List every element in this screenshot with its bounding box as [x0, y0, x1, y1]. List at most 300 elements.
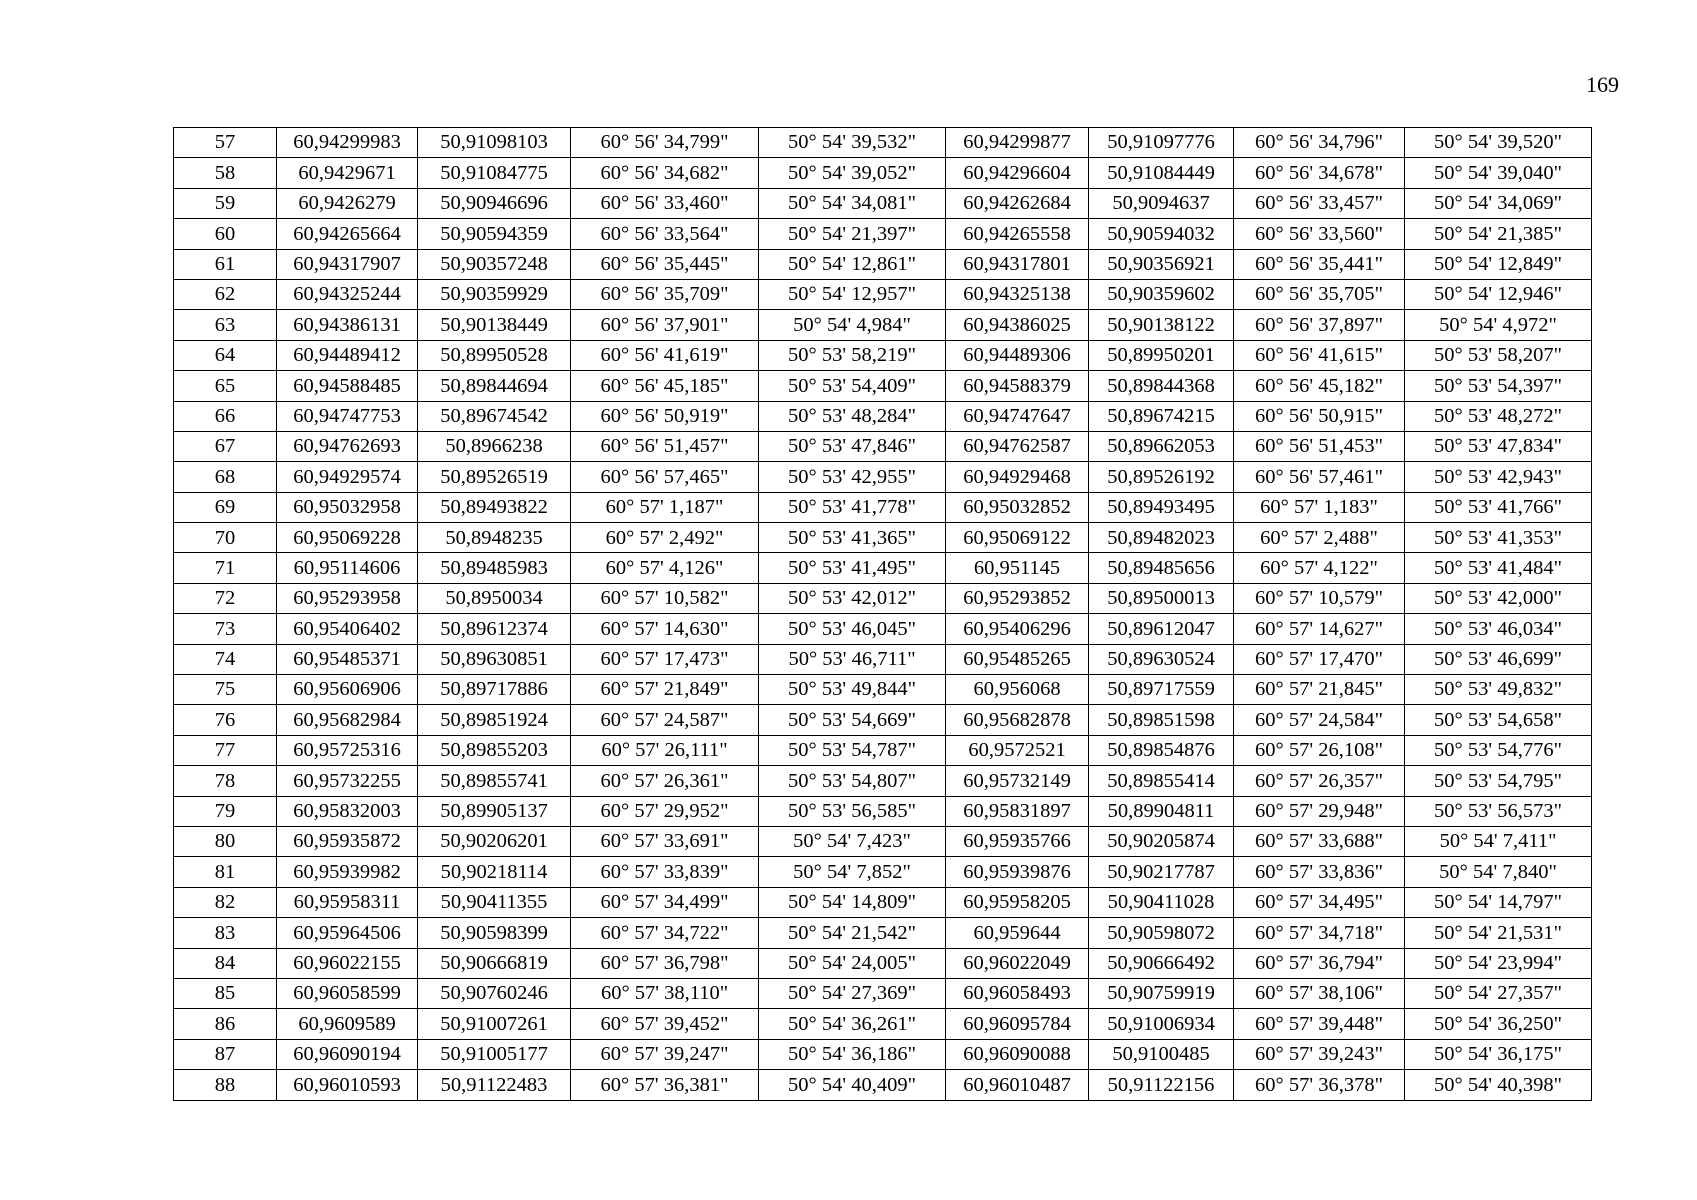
longitude-dms-alt-cell: 50° 53' 41,353" — [1405, 523, 1592, 553]
latitude-decimal-alt-cell: 60,96095784 — [946, 1009, 1089, 1039]
longitude-decimal-alt-cell: 50,89482023 — [1089, 523, 1234, 553]
longitude-decimal-cell: 50,89493822 — [418, 492, 571, 522]
table-row — [174, 401, 1592, 431]
latitude-dms-cell: 60° 57' 33,691" — [571, 826, 759, 856]
longitude-decimal-cell: 50,91098103 — [418, 128, 571, 158]
table-row — [174, 857, 1592, 887]
longitude-dms-cell: 50° 54' 39,532" — [759, 128, 946, 158]
longitude-dms-cell: 50° 53' 41,778" — [759, 492, 946, 522]
latitude-decimal-cell: 60,95964506 — [277, 918, 418, 948]
latitude-dms-cell: 60° 57' 14,630" — [571, 614, 759, 644]
longitude-dms-cell: 50° 53' 56,585" — [759, 796, 946, 826]
longitude-decimal-alt-cell: 50,90205874 — [1089, 826, 1234, 856]
latitude-dms-cell: 60° 57' 34,499" — [571, 887, 759, 917]
latitude-decimal-cell: 60,94299983 — [277, 128, 418, 158]
longitude-decimal-alt-cell: 50,89854876 — [1089, 735, 1234, 765]
longitude-dms-alt-cell: 50° 53' 42,000" — [1405, 583, 1592, 613]
latitude-dms-alt-cell: 60° 57' 39,448" — [1234, 1009, 1405, 1039]
latitude-dms-alt-cell: 60° 57' 1,183" — [1234, 492, 1405, 522]
longitude-decimal-alt-cell: 50,89851598 — [1089, 705, 1234, 735]
latitude-dms-alt-cell: 60° 57' 39,243" — [1234, 1039, 1405, 1069]
longitude-dms-cell: 50° 53' 54,409" — [759, 371, 946, 401]
latitude-dms-cell: 60° 57' 33,839" — [571, 857, 759, 887]
point-number-cell: 74 — [174, 644, 277, 674]
longitude-decimal-alt-cell: 50,90594032 — [1089, 219, 1234, 249]
table-row — [174, 675, 1592, 705]
latitude-dms-alt-cell: 60° 57' 10,579" — [1234, 583, 1405, 613]
longitude-dms-cell: 50° 54' 34,081" — [759, 188, 946, 218]
latitude-decimal-cell: 60,94929574 — [277, 462, 418, 492]
latitude-decimal-cell: 60,95958311 — [277, 887, 418, 917]
point-number-cell: 70 — [174, 523, 277, 553]
longitude-dms-alt-cell: 50° 54' 23,994" — [1405, 948, 1592, 978]
longitude-dms-alt-cell: 50° 53' 48,272" — [1405, 401, 1592, 431]
latitude-dms-cell: 60° 57' 24,587" — [571, 705, 759, 735]
table-row — [174, 1039, 1592, 1069]
longitude-dms-cell: 50° 54' 14,809" — [759, 887, 946, 917]
point-number-cell: 77 — [174, 735, 277, 765]
longitude-dms-cell: 50° 54' 40,409" — [759, 1070, 946, 1100]
longitude-decimal-cell: 50,89855203 — [418, 735, 571, 765]
longitude-dms-cell: 50° 53' 48,284" — [759, 401, 946, 431]
longitude-dms-cell: 50° 54' 21,397" — [759, 219, 946, 249]
point-number-cell: 87 — [174, 1039, 277, 1069]
longitude-dms-alt-cell: 50° 54' 14,797" — [1405, 887, 1592, 917]
latitude-decimal-cell: 60,95732255 — [277, 766, 418, 796]
latitude-dms-cell: 60° 57' 4,126" — [571, 553, 759, 583]
latitude-decimal-cell: 60,96090194 — [277, 1039, 418, 1069]
table-row — [174, 583, 1592, 613]
latitude-decimal-cell: 60,95832003 — [277, 796, 418, 826]
longitude-dms-cell: 50° 54' 39,052" — [759, 158, 946, 188]
point-number-cell: 61 — [174, 249, 277, 279]
longitude-dms-cell: 50° 53' 41,365" — [759, 523, 946, 553]
longitude-dms-alt-cell: 50° 54' 36,250" — [1405, 1009, 1592, 1039]
latitude-dms-alt-cell: 60° 56' 34,796" — [1234, 128, 1405, 158]
latitude-decimal-alt-cell: 60,9572521 — [946, 735, 1089, 765]
longitude-decimal-alt-cell: 50,89485656 — [1089, 553, 1234, 583]
longitude-decimal-cell: 50,91007261 — [418, 1009, 571, 1039]
longitude-dms-cell: 50° 53' 46,045" — [759, 614, 946, 644]
latitude-decimal-cell: 60,94325244 — [277, 279, 418, 309]
table-row — [174, 219, 1592, 249]
longitude-decimal-cell: 50,90206201 — [418, 826, 571, 856]
point-number-cell: 72 — [174, 583, 277, 613]
latitude-decimal-cell: 60,94265664 — [277, 219, 418, 249]
latitude-decimal-cell: 60,95069228 — [277, 523, 418, 553]
latitude-dms-alt-cell: 60° 57' 14,627" — [1234, 614, 1405, 644]
latitude-decimal-alt-cell: 60,95939876 — [946, 857, 1089, 887]
table-row — [174, 735, 1592, 765]
latitude-dms-cell: 60° 56' 33,564" — [571, 219, 759, 249]
table-row — [174, 371, 1592, 401]
longitude-decimal-alt-cell: 50,89855414 — [1089, 766, 1234, 796]
latitude-dms-alt-cell: 60° 57' 4,122" — [1234, 553, 1405, 583]
longitude-dms-cell: 50° 54' 7,423" — [759, 826, 946, 856]
longitude-decimal-alt-cell: 50,89662053 — [1089, 431, 1234, 461]
latitude-dms-alt-cell: 60° 56' 34,678" — [1234, 158, 1405, 188]
longitude-dms-alt-cell: 50° 54' 36,175" — [1405, 1039, 1592, 1069]
longitude-dms-alt-cell: 50° 53' 41,484" — [1405, 553, 1592, 583]
latitude-decimal-cell: 60,95485371 — [277, 644, 418, 674]
table-row — [174, 279, 1592, 309]
longitude-dms-alt-cell: 50° 54' 21,531" — [1405, 918, 1592, 948]
table-row — [174, 826, 1592, 856]
latitude-decimal-alt-cell: 60,96010487 — [946, 1070, 1089, 1100]
latitude-dms-alt-cell: 60° 57' 17,470" — [1234, 644, 1405, 674]
longitude-dms-cell: 50° 53' 41,495" — [759, 553, 946, 583]
point-number-cell: 62 — [174, 279, 277, 309]
latitude-dms-alt-cell: 60° 57' 33,688" — [1234, 826, 1405, 856]
latitude-dms-cell: 60° 57' 39,247" — [571, 1039, 759, 1069]
latitude-decimal-cell: 60,95939982 — [277, 857, 418, 887]
point-number-cell: 71 — [174, 553, 277, 583]
longitude-dms-cell: 50° 54' 36,261" — [759, 1009, 946, 1039]
longitude-dms-alt-cell: 50° 53' 54,795" — [1405, 766, 1592, 796]
longitude-dms-cell: 50° 53' 54,807" — [759, 766, 946, 796]
longitude-decimal-alt-cell: 50,91122156 — [1089, 1070, 1234, 1100]
table-row — [174, 705, 1592, 735]
longitude-decimal-alt-cell: 50,89500013 — [1089, 583, 1234, 613]
longitude-dms-cell: 50° 54' 7,852" — [759, 857, 946, 887]
longitude-decimal-cell: 50,90359929 — [418, 279, 571, 309]
longitude-decimal-alt-cell: 50,89674215 — [1089, 401, 1234, 431]
latitude-decimal-alt-cell: 60,956068 — [946, 675, 1089, 705]
longitude-decimal-alt-cell: 50,91084449 — [1089, 158, 1234, 188]
latitude-decimal-alt-cell: 60,94299877 — [946, 128, 1089, 158]
table-row — [174, 796, 1592, 826]
table-row — [174, 492, 1592, 522]
point-number-cell: 65 — [174, 371, 277, 401]
latitude-decimal-cell: 60,94386131 — [277, 310, 418, 340]
latitude-dms-alt-cell: 60° 57' 26,108" — [1234, 735, 1405, 765]
table-row — [174, 948, 1592, 978]
latitude-decimal-cell: 60,95725316 — [277, 735, 418, 765]
longitude-decimal-cell: 50,90598399 — [418, 918, 571, 948]
longitude-decimal-cell: 50,89950528 — [418, 340, 571, 370]
table-row — [174, 523, 1592, 553]
longitude-decimal-alt-cell: 50,89612047 — [1089, 614, 1234, 644]
longitude-decimal-cell: 50,89674542 — [418, 401, 571, 431]
latitude-decimal-alt-cell: 60,95293852 — [946, 583, 1089, 613]
latitude-decimal-alt-cell: 60,95958205 — [946, 887, 1089, 917]
point-number-cell: 68 — [174, 462, 277, 492]
longitude-dms-cell: 50° 53' 49,844" — [759, 675, 946, 705]
longitude-decimal-alt-cell: 50,90138122 — [1089, 310, 1234, 340]
table-row — [174, 340, 1592, 370]
longitude-decimal-alt-cell: 50,89904811 — [1089, 796, 1234, 826]
longitude-decimal-cell: 50,89844694 — [418, 371, 571, 401]
longitude-dms-alt-cell: 50° 54' 40,398" — [1405, 1070, 1592, 1100]
latitude-dms-alt-cell: 60° 56' 57,461" — [1234, 462, 1405, 492]
latitude-decimal-alt-cell: 60,94325138 — [946, 279, 1089, 309]
longitude-decimal-alt-cell: 50,89493495 — [1089, 492, 1234, 522]
coordinates-table — [173, 127, 1592, 1101]
latitude-decimal-cell: 60,96058599 — [277, 978, 418, 1008]
latitude-dms-alt-cell: 60° 57' 21,845" — [1234, 675, 1405, 705]
latitude-decimal-alt-cell: 60,94747647 — [946, 401, 1089, 431]
longitude-decimal-alt-cell: 50,90666492 — [1089, 948, 1234, 978]
longitude-dms-cell: 50° 53' 54,669" — [759, 705, 946, 735]
longitude-decimal-alt-cell: 50,89526192 — [1089, 462, 1234, 492]
table-row — [174, 431, 1592, 461]
latitude-decimal-cell: 60,94317907 — [277, 249, 418, 279]
longitude-dms-alt-cell: 50° 53' 56,573" — [1405, 796, 1592, 826]
longitude-decimal-alt-cell: 50,90598072 — [1089, 918, 1234, 948]
latitude-dms-alt-cell: 60° 57' 29,948" — [1234, 796, 1405, 826]
latitude-decimal-alt-cell: 60,94265558 — [946, 219, 1089, 249]
longitude-dms-alt-cell: 50° 54' 7,411" — [1405, 826, 1592, 856]
latitude-decimal-alt-cell: 60,95682878 — [946, 705, 1089, 735]
latitude-dms-alt-cell: 60° 57' 2,488" — [1234, 523, 1405, 553]
latitude-dms-alt-cell: 60° 57' 33,836" — [1234, 857, 1405, 887]
longitude-dms-alt-cell: 50° 53' 46,034" — [1405, 614, 1592, 644]
longitude-decimal-cell: 50,89855741 — [418, 766, 571, 796]
longitude-dms-cell: 50° 53' 42,012" — [759, 583, 946, 613]
longitude-dms-alt-cell: 50° 53' 54,776" — [1405, 735, 1592, 765]
table-row — [174, 887, 1592, 917]
table-row — [174, 1009, 1592, 1039]
latitude-decimal-cell: 60,94762693 — [277, 431, 418, 461]
latitude-decimal-cell: 60,9426279 — [277, 188, 418, 218]
longitude-decimal-cell: 50,91005177 — [418, 1039, 571, 1069]
latitude-dms-alt-cell: 60° 56' 33,457" — [1234, 188, 1405, 218]
latitude-decimal-cell: 60,95935872 — [277, 826, 418, 856]
point-number-cell: 83 — [174, 918, 277, 948]
point-number-cell: 82 — [174, 887, 277, 917]
latitude-dms-cell: 60° 56' 34,799" — [571, 128, 759, 158]
latitude-dms-cell: 60° 56' 57,465" — [571, 462, 759, 492]
latitude-dms-cell: 60° 57' 36,798" — [571, 948, 759, 978]
latitude-dms-alt-cell: 60° 56' 35,705" — [1234, 279, 1405, 309]
longitude-decimal-cell: 50,89851924 — [418, 705, 571, 735]
latitude-dms-alt-cell: 60° 56' 51,453" — [1234, 431, 1405, 461]
longitude-decimal-alt-cell: 50,90356921 — [1089, 249, 1234, 279]
longitude-decimal-alt-cell: 50,91097776 — [1089, 128, 1234, 158]
latitude-decimal-cell: 60,95606906 — [277, 675, 418, 705]
latitude-decimal-cell: 60,96010593 — [277, 1070, 418, 1100]
latitude-dms-alt-cell: 60° 57' 36,378" — [1234, 1070, 1405, 1100]
latitude-dms-cell: 60° 56' 35,445" — [571, 249, 759, 279]
latitude-dms-cell: 60° 56' 45,185" — [571, 371, 759, 401]
table-row — [174, 188, 1592, 218]
latitude-decimal-cell: 60,9609589 — [277, 1009, 418, 1039]
longitude-dms-alt-cell: 50° 53' 49,832" — [1405, 675, 1592, 705]
table-row — [174, 249, 1592, 279]
latitude-decimal-alt-cell: 60,95406296 — [946, 614, 1089, 644]
point-number-cell: 57 — [174, 128, 277, 158]
longitude-dms-cell: 50° 53' 46,711" — [759, 644, 946, 674]
longitude-decimal-alt-cell: 50,9094637 — [1089, 188, 1234, 218]
latitude-dms-cell: 60° 57' 39,452" — [571, 1009, 759, 1039]
longitude-dms-alt-cell: 50° 54' 12,849" — [1405, 249, 1592, 279]
longitude-decimal-cell: 50,90218114 — [418, 857, 571, 887]
longitude-decimal-alt-cell: 50,89717559 — [1089, 675, 1234, 705]
latitude-dms-alt-cell: 60° 56' 41,615" — [1234, 340, 1405, 370]
table-row — [174, 462, 1592, 492]
latitude-dms-cell: 60° 57' 10,582" — [571, 583, 759, 613]
longitude-decimal-cell: 50,90594359 — [418, 219, 571, 249]
longitude-dms-alt-cell: 50° 53' 46,699" — [1405, 644, 1592, 674]
point-number-cell: 63 — [174, 310, 277, 340]
longitude-dms-alt-cell: 50° 53' 41,766" — [1405, 492, 1592, 522]
latitude-dms-alt-cell: 60° 57' 34,718" — [1234, 918, 1405, 948]
latitude-decimal-alt-cell: 60,95732149 — [946, 766, 1089, 796]
longitude-decimal-cell: 50,89612374 — [418, 614, 571, 644]
longitude-decimal-cell: 50,90357248 — [418, 249, 571, 279]
longitude-decimal-cell: 50,90666819 — [418, 948, 571, 978]
longitude-decimal-cell: 50,90946696 — [418, 188, 571, 218]
point-number-cell: 59 — [174, 188, 277, 218]
point-number-cell: 79 — [174, 796, 277, 826]
longitude-decimal-cell: 50,89485983 — [418, 553, 571, 583]
longitude-decimal-cell: 50,90138449 — [418, 310, 571, 340]
longitude-decimal-alt-cell: 50,90759919 — [1089, 978, 1234, 1008]
latitude-decimal-alt-cell: 60,94296604 — [946, 158, 1089, 188]
longitude-decimal-cell: 50,90760246 — [418, 978, 571, 1008]
latitude-dms-alt-cell: 60° 57' 24,584" — [1234, 705, 1405, 735]
table-row — [174, 553, 1592, 583]
table-row — [174, 1070, 1592, 1100]
longitude-dms-cell: 50° 54' 12,957" — [759, 279, 946, 309]
longitude-dms-cell: 50° 53' 58,219" — [759, 340, 946, 370]
latitude-dms-alt-cell: 60° 57' 36,794" — [1234, 948, 1405, 978]
latitude-decimal-alt-cell: 60,96058493 — [946, 978, 1089, 1008]
latitude-decimal-alt-cell: 60,95069122 — [946, 523, 1089, 553]
longitude-decimal-alt-cell: 50,91006934 — [1089, 1009, 1234, 1039]
latitude-decimal-alt-cell: 60,95935766 — [946, 826, 1089, 856]
latitude-decimal-cell: 60,95406402 — [277, 614, 418, 644]
latitude-dms-alt-cell: 60° 56' 45,182" — [1234, 371, 1405, 401]
longitude-decimal-cell: 50,8948235 — [418, 523, 571, 553]
longitude-dms-cell: 50° 54' 21,542" — [759, 918, 946, 948]
latitude-decimal-alt-cell: 60,94262684 — [946, 188, 1089, 218]
latitude-decimal-alt-cell: 60,94386025 — [946, 310, 1089, 340]
longitude-decimal-cell: 50,89526519 — [418, 462, 571, 492]
latitude-dms-cell: 60° 57' 36,381" — [571, 1070, 759, 1100]
latitude-dms-cell: 60° 57' 2,492" — [571, 523, 759, 553]
latitude-dms-alt-cell: 60° 56' 37,897" — [1234, 310, 1405, 340]
longitude-dms-cell: 50° 54' 4,984" — [759, 310, 946, 340]
longitude-dms-alt-cell: 50° 54' 7,840" — [1405, 857, 1592, 887]
latitude-decimal-alt-cell: 60,95485265 — [946, 644, 1089, 674]
latitude-decimal-alt-cell: 60,94489306 — [946, 340, 1089, 370]
latitude-dms-alt-cell: 60° 56' 35,441" — [1234, 249, 1405, 279]
latitude-decimal-alt-cell: 60,94317801 — [946, 249, 1089, 279]
point-number-cell: 78 — [174, 766, 277, 796]
longitude-decimal-alt-cell: 50,89950201 — [1089, 340, 1234, 370]
latitude-decimal-cell: 60,95032958 — [277, 492, 418, 522]
longitude-dms-alt-cell: 50° 54' 39,520" — [1405, 128, 1592, 158]
point-number-cell: 76 — [174, 705, 277, 735]
longitude-dms-cell: 50° 54' 24,005" — [759, 948, 946, 978]
longitude-dms-cell: 50° 54' 36,186" — [759, 1039, 946, 1069]
longitude-decimal-cell: 50,90411355 — [418, 887, 571, 917]
latitude-dms-cell: 60° 56' 37,901" — [571, 310, 759, 340]
page-number: 169 — [1586, 72, 1619, 97]
table-row — [174, 766, 1592, 796]
point-number-cell: 86 — [174, 1009, 277, 1039]
latitude-dms-cell: 60° 57' 34,722" — [571, 918, 759, 948]
longitude-decimal-cell: 50,89717886 — [418, 675, 571, 705]
latitude-decimal-cell: 60,94747753 — [277, 401, 418, 431]
latitude-dms-alt-cell: 60° 56' 50,915" — [1234, 401, 1405, 431]
longitude-dms-alt-cell: 50° 53' 54,397" — [1405, 371, 1592, 401]
latitude-decimal-cell: 60,95682984 — [277, 705, 418, 735]
longitude-dms-cell: 50° 53' 47,846" — [759, 431, 946, 461]
latitude-decimal-alt-cell: 60,94762587 — [946, 431, 1089, 461]
latitude-decimal-cell: 60,95293958 — [277, 583, 418, 613]
point-number-cell: 64 — [174, 340, 277, 370]
latitude-decimal-alt-cell: 60,951145 — [946, 553, 1089, 583]
latitude-dms-cell: 60° 57' 38,110" — [571, 978, 759, 1008]
table-body — [174, 128, 1592, 1101]
latitude-dms-cell: 60° 57' 26,111" — [571, 735, 759, 765]
latitude-dms-cell: 60° 56' 34,682" — [571, 158, 759, 188]
longitude-decimal-cell: 50,91122483 — [418, 1070, 571, 1100]
latitude-decimal-cell: 60,9429671 — [277, 158, 418, 188]
longitude-decimal-alt-cell: 50,90217787 — [1089, 857, 1234, 887]
longitude-dms-alt-cell: 50° 53' 54,658" — [1405, 705, 1592, 735]
table-row — [174, 158, 1592, 188]
latitude-decimal-cell: 60,96022155 — [277, 948, 418, 978]
longitude-dms-alt-cell: 50° 54' 21,385" — [1405, 219, 1592, 249]
latitude-dms-cell: 60° 56' 33,460" — [571, 188, 759, 218]
latitude-decimal-alt-cell: 60,95032852 — [946, 492, 1089, 522]
longitude-dms-alt-cell: 50° 54' 12,946" — [1405, 279, 1592, 309]
table-row — [174, 310, 1592, 340]
latitude-decimal-cell: 60,94588485 — [277, 371, 418, 401]
latitude-dms-cell: 60° 56' 50,919" — [571, 401, 759, 431]
latitude-dms-alt-cell: 60° 56' 33,560" — [1234, 219, 1405, 249]
point-number-cell: 60 — [174, 219, 277, 249]
table-row — [174, 978, 1592, 1008]
longitude-dms-alt-cell: 50° 53' 42,943" — [1405, 462, 1592, 492]
longitude-decimal-alt-cell: 50,9100485 — [1089, 1039, 1234, 1069]
latitude-decimal-cell: 60,94489412 — [277, 340, 418, 370]
point-number-cell: 75 — [174, 675, 277, 705]
point-number-cell: 67 — [174, 431, 277, 461]
point-number-cell: 73 — [174, 614, 277, 644]
longitude-decimal-cell: 50,8950034 — [418, 583, 571, 613]
table-row — [174, 128, 1592, 158]
table-row — [174, 644, 1592, 674]
longitude-dms-alt-cell: 50° 54' 27,357" — [1405, 978, 1592, 1008]
longitude-dms-cell: 50° 54' 27,369" — [759, 978, 946, 1008]
point-number-cell: 84 — [174, 948, 277, 978]
longitude-dms-alt-cell: 50° 54' 34,069" — [1405, 188, 1592, 218]
longitude-dms-cell: 50° 53' 54,787" — [759, 735, 946, 765]
latitude-dms-alt-cell: 60° 57' 34,495" — [1234, 887, 1405, 917]
latitude-decimal-cell: 60,95114606 — [277, 553, 418, 583]
latitude-dms-cell: 60° 57' 26,361" — [571, 766, 759, 796]
latitude-dms-cell: 60° 57' 29,952" — [571, 796, 759, 826]
latitude-dms-cell: 60° 57' 17,473" — [571, 644, 759, 674]
longitude-dms-alt-cell: 50° 53' 47,834" — [1405, 431, 1592, 461]
latitude-dms-alt-cell: 60° 57' 26,357" — [1234, 766, 1405, 796]
longitude-decimal-cell: 50,8966238 — [418, 431, 571, 461]
latitude-dms-cell: 60° 56' 51,457" — [571, 431, 759, 461]
latitude-decimal-alt-cell: 60,94588379 — [946, 371, 1089, 401]
longitude-decimal-alt-cell: 50,89844368 — [1089, 371, 1234, 401]
point-number-cell: 80 — [174, 826, 277, 856]
longitude-dms-alt-cell: 50° 54' 4,972" — [1405, 310, 1592, 340]
point-number-cell: 88 — [174, 1070, 277, 1100]
latitude-decimal-alt-cell: 60,959644 — [946, 918, 1089, 948]
latitude-dms-cell: 60° 56' 41,619" — [571, 340, 759, 370]
point-number-cell: 69 — [174, 492, 277, 522]
latitude-decimal-alt-cell: 60,96022049 — [946, 948, 1089, 978]
